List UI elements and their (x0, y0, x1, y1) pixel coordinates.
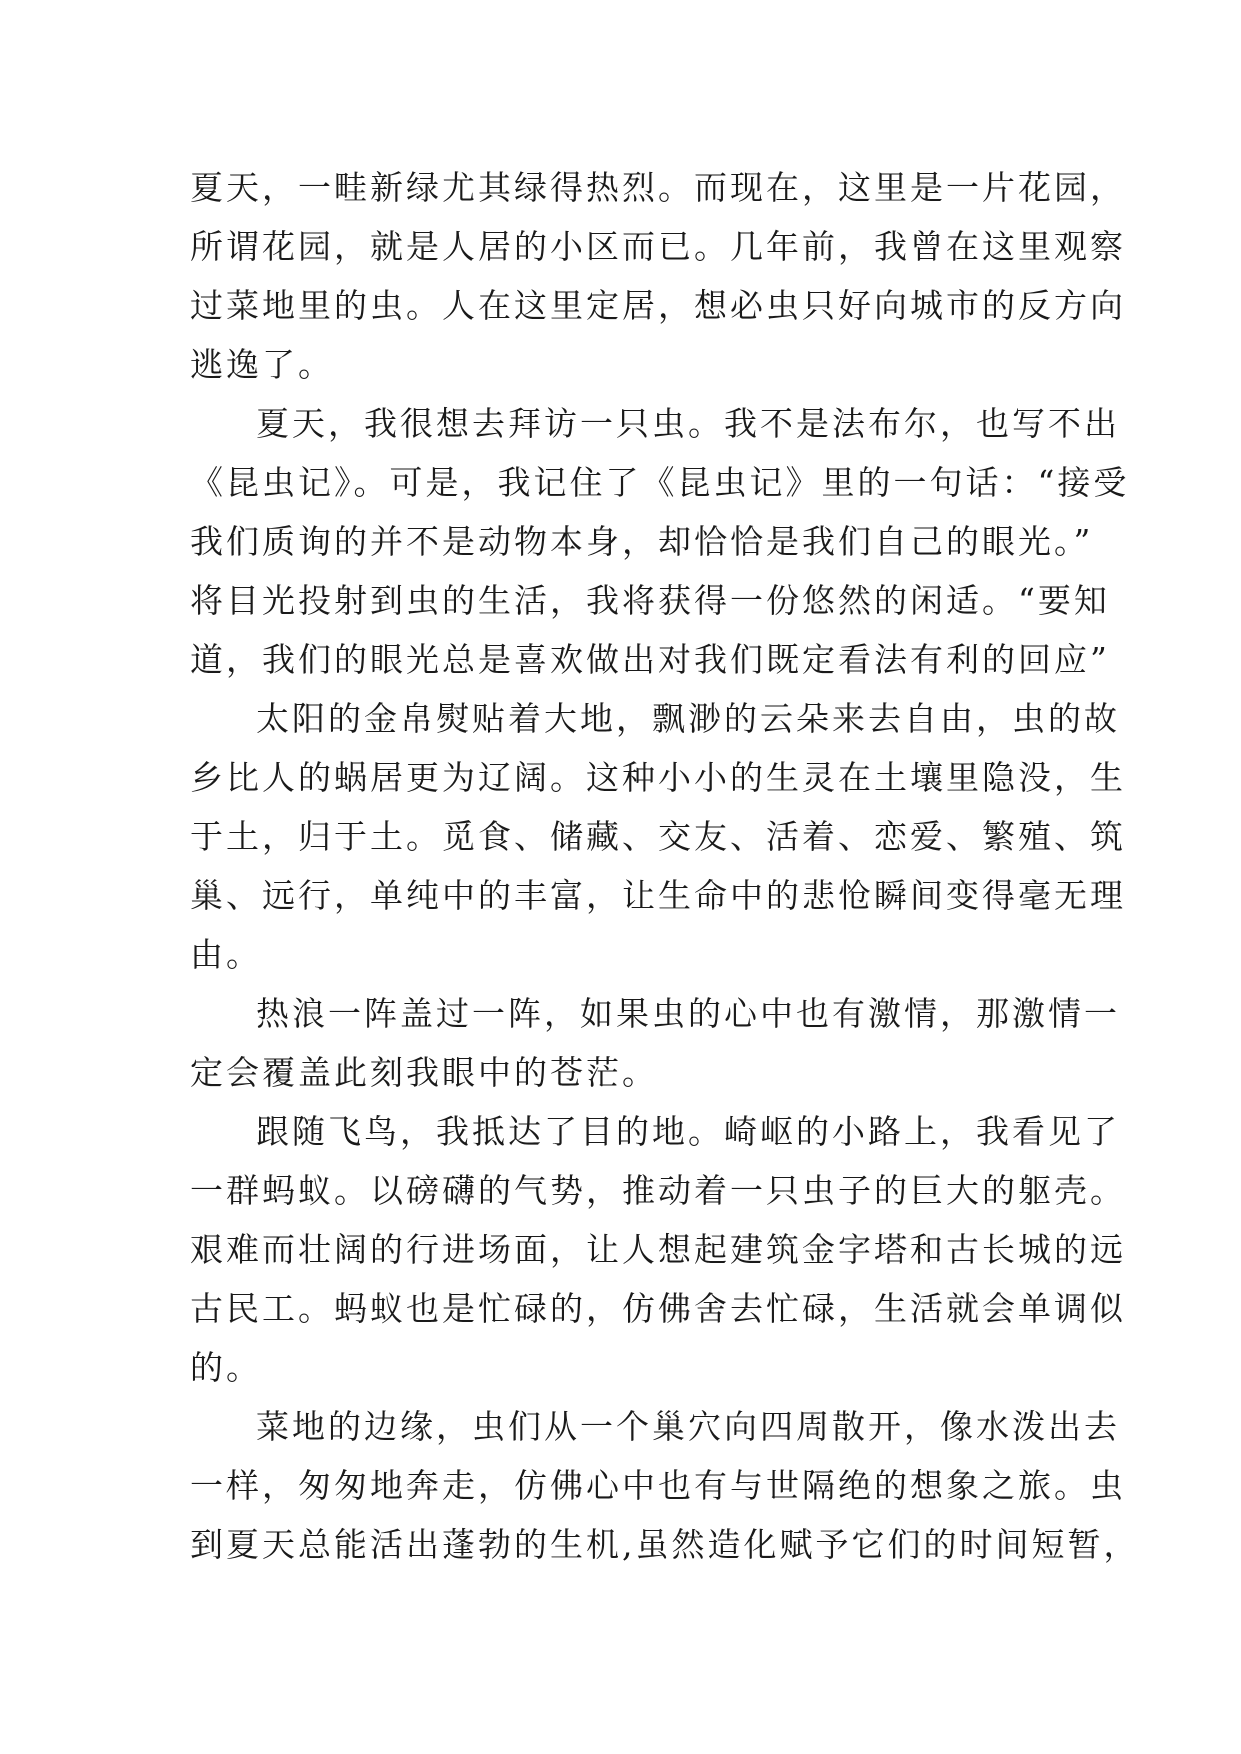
text-line: 《昆虫记》。可是，我记住了《昆虫记》里的一句话：“接受 (190, 463, 1130, 502)
paragraph (190, 1397, 1140, 1574)
text-line: 夏天，我很想去拜访一只虫。我不是法布尔，也写不出 (256, 404, 1120, 443)
paragraph (190, 1102, 1126, 1397)
article-body (190, 158, 1140, 1574)
text-line: 太阳的金帛熨贴着大地，飘渺的云朵来去自由，虫的故 (256, 699, 1120, 738)
paragraph (190, 158, 1126, 394)
text-line: 热浪一阵盖过一阵，如果虫的心中也有激情，那激情一 (256, 994, 1120, 1033)
text-line: 过菜地里的虫。人在这里定居，想必虫只好向城市的反方向 (190, 286, 1126, 325)
text-line: 定会覆盖此刻我眼中的苍茫。 (190, 1053, 658, 1092)
text-line: 跟随飞鸟，我抵达了目的地。崎岖的小路上，我看见了 (256, 1112, 1120, 1151)
text-line: 的。 (190, 1348, 262, 1387)
text-line: 一样，匆匆地奔走，仿佛心中也有与世隔绝的想象之旅。虫 (190, 1466, 1126, 1505)
paragraph (190, 689, 1126, 984)
text-line: 艰难而壮阔的行进场面，让人想起建筑金字塔和古长城的远 (190, 1230, 1126, 1269)
text-line: 一群蚂蚁。以磅礴的气势，推动着一只虫子的巨大的躯壳。 (190, 1171, 1126, 1210)
paragraph (190, 984, 1120, 1102)
text-line: 我们质询的并不是动物本身，却恰恰是我们自己的眼光。” (190, 522, 1094, 561)
paragraph (190, 394, 1130, 689)
text-line: 到夏天总能活出蓬勃的生机,虽然造化赋予它们的时间短暂， (190, 1525, 1140, 1564)
text-line: 所谓花园，就是人居的小区而已。几年前，我曾在这里观察 (190, 227, 1126, 266)
text-line: 逃逸了。 (190, 345, 334, 384)
text-line: 巢、远行，单纯中的丰富，让生命中的悲怆瞬间变得毫无理 (190, 876, 1126, 915)
text-line: 乡比人的蜗居更为辽阔。这种小小的生灵在土壤里隐没，生 (190, 758, 1126, 797)
text-line: 由。 (190, 935, 262, 974)
text-line: 将目光投射到虫的生活，我将获得一份悠然的闲适。“要知 (190, 581, 1110, 620)
text-line: 于土，归于土。觅食、储藏、交友、活着、恋爱、繁殖、筑 (190, 817, 1126, 856)
text-line: 古民工。蚂蚁也是忙碌的，仿佛舍去忙碌，生活就会单调似 (190, 1289, 1126, 1328)
text-line: 菜地的边缘，虫们从一个巢穴向四周散开，像水泼出去 (256, 1407, 1120, 1446)
text-line: 夏天，一畦新绿尤其绿得热烈。而现在，这里是一片花园， (190, 168, 1126, 207)
text-line: 道，我们的眼光总是喜欢做出对我们既定看法有利的回应” (190, 640, 1110, 679)
